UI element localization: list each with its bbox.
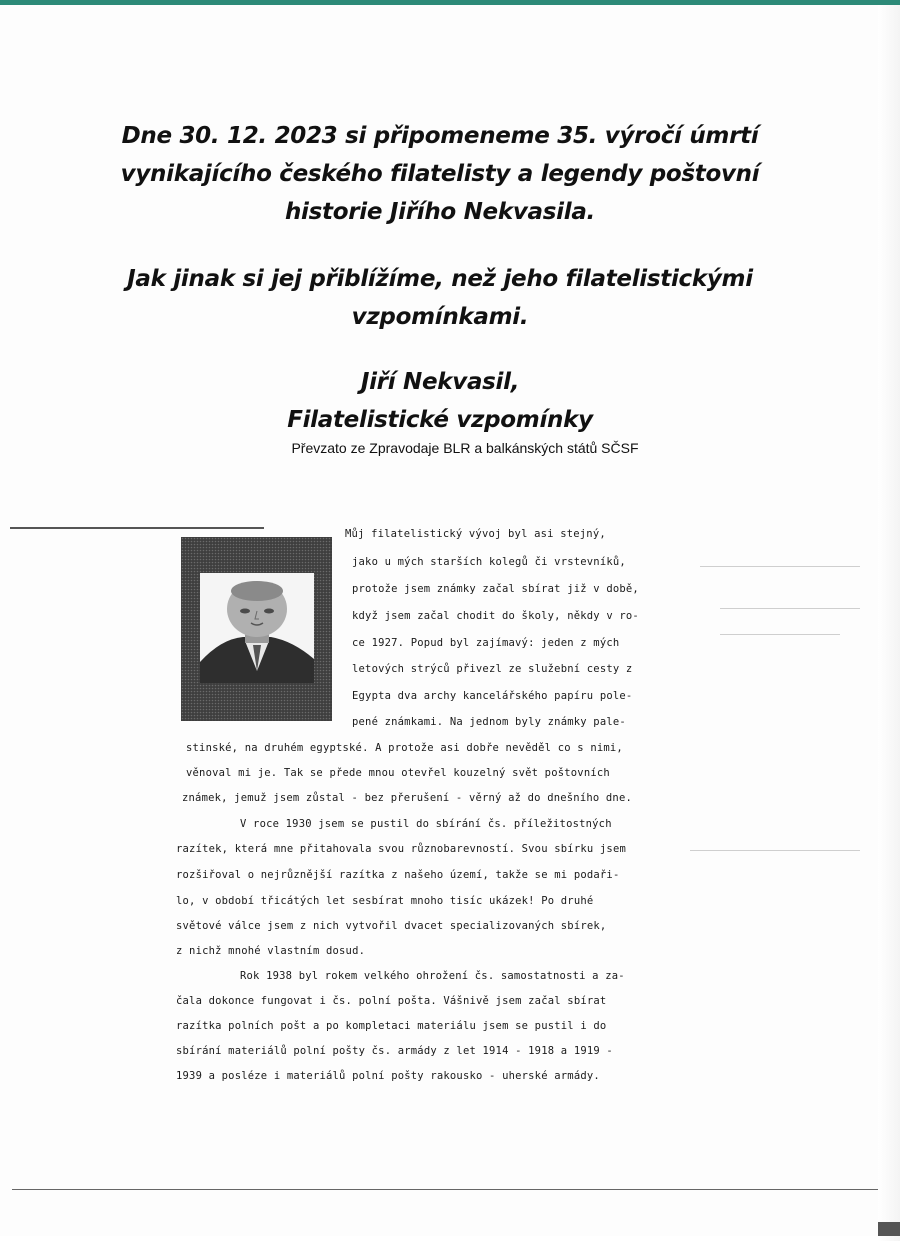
typed-line: jako u mých starších kolegů či vrstevníků,: [352, 556, 626, 568]
typed-line: protože jsem známky začal sbírat již v době,: [352, 583, 639, 595]
typed-line: sbírání materiálů polní pošty čs. armády z let 1914 - 1918 a 1919 -: [176, 1045, 613, 1057]
typed-line: z nichž mnohé vlastním dosud.: [176, 945, 366, 957]
typed-line: ce 1927. Popud byl zajímavý: jeden z mých: [352, 637, 620, 649]
typed-line: V roce 1930 jsem se pustil do sbírání čs. příležitostných: [240, 818, 612, 830]
typed-line: rozšiřoval o nejrůznější razítka z našeho území, takže se mi podaři-: [176, 869, 620, 881]
portrait-image: [181, 537, 332, 721]
divider-bottom: [12, 1189, 878, 1190]
typed-line: Egypta dva archy kancelářského papíru pole-: [352, 690, 633, 702]
typed-line: pené známkami. Na jednom byly známky pale-: [352, 716, 626, 728]
bleed-through-line: [700, 566, 860, 567]
typed-line: když jsem začal chodit do školy, někdy v ro-: [352, 610, 639, 622]
intro-line-4: Jak jinak si jej přiblížíme, než jeho filatelistickými: [127, 266, 753, 292]
typed-line: čala dokonce fungovat i čs. polní pošta. Vášnivě jsem začal sbírat: [176, 995, 607, 1007]
scan-corner-mark: [878, 1222, 900, 1236]
intro-line-5: vzpomínkami.: [351, 304, 529, 330]
intro-line-2: vynikajícího českého filatelisty a legendy poštovní: [120, 161, 760, 187]
typed-line: razítek, která mne přitahovala svou různobarevností. Svou sbírku jsem: [176, 843, 626, 855]
typed-line: lo, v období třicátých let sesbírat mnoho tisíc ukázek! Po druhé: [176, 895, 594, 907]
typed-line: razítka polních pošt a po kompletaci materiálu jsem se pustil i do: [176, 1020, 607, 1032]
divider-top: [10, 527, 264, 529]
typed-line: známek, jemuž jsem zůstal - bez přerušení - věrný až do dnešního dne.: [182, 792, 632, 804]
intro-heading: [90, 117, 790, 231]
intro-line-1: Dne 30. 12. 2023 si připomeneme 35. výročí úmrtí: [121, 123, 759, 149]
typed-line: věnoval mi je. Tak se přede mnou otevřel kouzelný svět poštovních: [186, 767, 610, 779]
intro-line-3: historie Jiřího Nekvasila.: [284, 199, 595, 225]
bleed-through-line: [720, 608, 860, 609]
typed-line: světové válce jsem z nich vytvořil dvacet specializovaných sbírek,: [176, 920, 607, 932]
article-title: Filatelistické vzpomínky: [287, 407, 593, 433]
typed-line: Můj filatelistický vývoj byl asi stejný,: [345, 528, 606, 540]
typed-line: 1939 a posléze i materiálů polní pošty rakousko - uherské armády.: [176, 1070, 600, 1082]
portrait-photo: [181, 537, 332, 721]
typed-line: letových strýců přivezl ze služební cesty z: [352, 663, 633, 675]
scan-right-edge: [878, 5, 900, 1241]
bleed-through-line: [690, 850, 860, 851]
article-heading: [90, 363, 790, 439]
article-author: Jiří Nekvasil,: [360, 369, 520, 395]
typed-line: Rok 1938 byl rokem velkého ohrožení čs. samostatnosti a za-: [240, 970, 625, 982]
intro-subheading: [90, 260, 790, 336]
article-source: Převzato ze Zpravodaje BLR a balkánských států SČSF: [291, 440, 639, 456]
typed-line: stinské, na druhém egyptské. A protože asi dobře nevěděl co s nimi,: [186, 742, 623, 754]
bleed-through-line: [720, 634, 840, 635]
